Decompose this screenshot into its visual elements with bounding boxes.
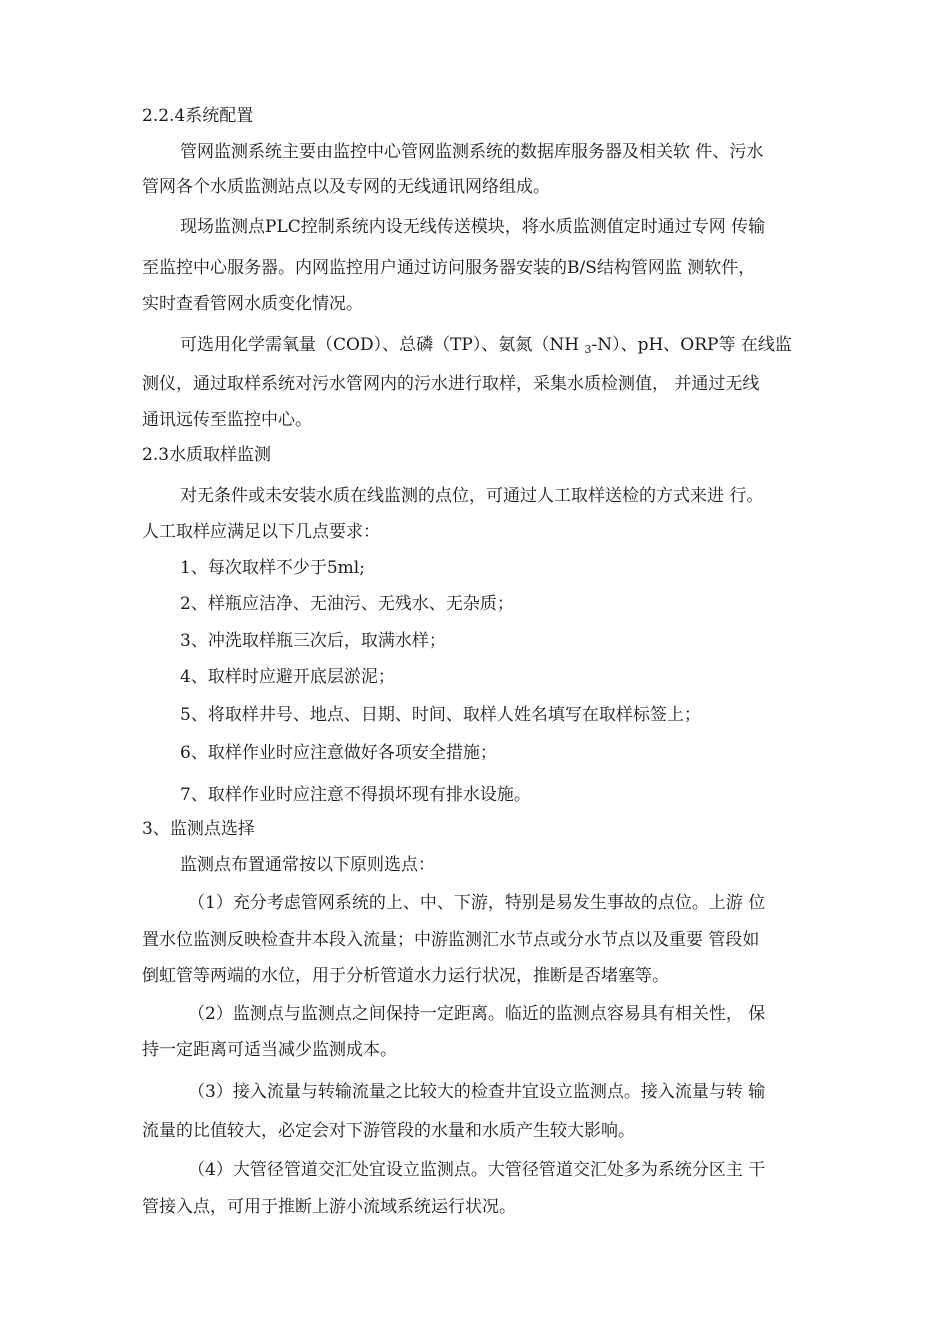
paragraph-line: 对无条件或未安装水质在线监测的点位，可通过人工取样送检的方式来进 行。 (180, 486, 764, 506)
paragraph-line: 流量的比值较大，必定会对下游管段的水量和水质产生较大影响。 (142, 1121, 635, 1141)
paragraph-line: 管网各个水质监测站点以及专网的无线通讯网络组成。 (142, 177, 550, 197)
list-item: 6、取样作业时应注意做好各项安全措施； (180, 743, 497, 763)
paragraph-line: 通讯远传至监控中心。 (142, 410, 312, 430)
list-item: 3、冲洗取样瓶三次后，取满水样； (180, 631, 446, 651)
paragraph-line: 管网监测系统主要由监控中心管网监测系统的数据库服务器及相关软 件、污水 (180, 142, 764, 162)
paragraph-line: 管接入点，可用于推断上游小流域系统运行状况。 (142, 1197, 516, 1217)
paragraph-line: 置水位监测反映检查井本段入流量；中游监测汇水节点或分水节点以及重要 管段如 (142, 930, 760, 950)
list-item: 1、每次取样不少于5ml; (180, 558, 365, 578)
paragraph-line: 测仪，通过取样系统对污水管网内的污水进行取样，采集水质检测值， 并通过无线 (142, 374, 760, 394)
paragraph-line: （3）接入流量与转输流量之比较大的检查井宜设立监测点。接入流量与转 输 (188, 1082, 766, 1102)
text-segment: -N）、pH、ORP等 在线监 (591, 335, 792, 355)
paragraph-line: 至监控中心服务器。内网监控用户通过访问服务器安装的B/S结构管网监 测软件， (142, 258, 756, 278)
paragraph-line: 现场监测点PLC控制系统内设无线传送模块，将水质监测值定时通过专网 传输 (180, 217, 766, 237)
paragraph-line-with-subscript (180, 333, 792, 362)
list-item: 5、将取样井号、地点、日期、时间、取样人姓名填写在取样标签上； (180, 705, 701, 725)
paragraph-line: 实时查看管网水质变化情况。 (142, 294, 363, 314)
list-item: 4、取样时应避开底层淤泥； (180, 667, 395, 687)
paragraph-line: （2）监测点与监测点之间保持一定距离。临近的监测点容易具有相关性， 保 (188, 1004, 766, 1024)
paragraph-line: 倒虹管等两端的水位，用于分析管道水力运行状况，推断是否堵塞等。 (142, 966, 669, 986)
list-item: 7、取样作业时应注意不得损坏现有排水设施。 (180, 785, 531, 805)
heading-2-3: 2.3水质取样监测 (142, 445, 272, 465)
paragraph-line: （4）大管径管道交汇处宜设立监测点。大管径管道交汇处多为系统分区主 干 (188, 1160, 766, 1180)
paragraph-line: 持一定距离可适当减少监测成本。 (142, 1040, 397, 1060)
heading-2-2-4: 2.2.4系统配置 (142, 106, 254, 126)
paragraph-line: （1）充分考虑管网系统的上、中、下游，特别是易发生事故的点位。上游 位 (188, 893, 766, 913)
heading-3: 3、监测点选择 (142, 819, 255, 839)
paragraph-line: 人工取样应满足以下几点要求： (142, 522, 380, 542)
subscript-3: 3 (584, 343, 592, 356)
paragraph-line: 监测点布置通常按以下原则选点： (180, 855, 435, 875)
list-item: 2、样瓶应洁净、无油污、无残水、无杂质； (180, 594, 514, 614)
text-segment: 可选用化学需氧量（COD）、总磷（TP）、氨氮（NH (180, 335, 585, 355)
